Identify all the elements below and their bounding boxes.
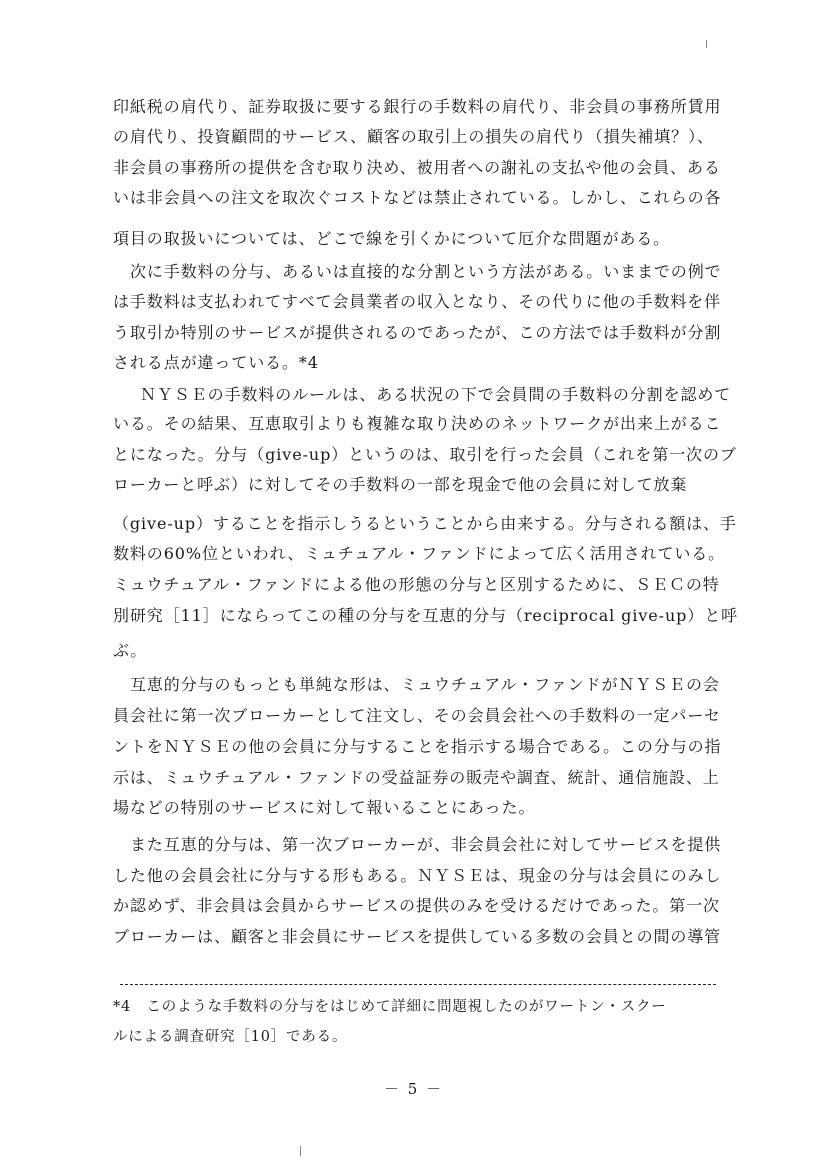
paragraph-line: 項目の取扱いについては、どこで線を引くかについて厄介な問題がある。 — [113, 229, 671, 248]
page-number: － 5 － — [383, 1080, 444, 1098]
paragraph-line: 非会員の事務所の提供を含む取り決め、被用者への謝礼の支払や他の会員、ある — [113, 158, 721, 177]
paragraph-line: 印紙税の肩代り、証券取扱に要する銀行の手数料の肩代り、非会員の事務所賃用 — [113, 97, 722, 116]
paragraph-line: （give-up）することを指示しうるということから由来する。分与される額は、手 — [113, 514, 737, 533]
paragraph-line: 別研究［11］にならってこの種の分与を互恵的分与（reciprocal give-up）と呼 — [113, 606, 739, 625]
footnote-separator — [120, 984, 716, 985]
scan-speck — [706, 40, 707, 48]
paragraph-line: される点が違っている。*4 — [113, 353, 319, 372]
paragraph-line: いる。その結果、互恵取引よりも複雑な取り決めのネットワークが出来上がるこ — [113, 414, 722, 433]
paragraph-line: ローカーと呼ぶ）に対してその手数料の一部を現金で他の会員に対して放棄 — [113, 475, 688, 494]
paragraph-line: とになった。分与（give-up）というのは、取引を行った会員（これを第一次のブ — [113, 445, 737, 464]
paragraph-line: か認めず、非会員は会員からサービスの提供のみを受けるだけであった。第一次 — [113, 896, 720, 915]
footnote-line: ルによる調査研究［10］である。 — [113, 1029, 348, 1045]
paragraph-line: は手数料は支払われてすべて会員業者の収入となり、その代りに他の手数料を伴 — [113, 292, 722, 311]
paragraph-line: 示は、ミュウチュアル・ファンドの受益証券の販売や調査、統計、通信施設、上 — [113, 768, 720, 787]
paragraph-line: した他の会員会社に分与する形もある。ＮＹＳＥは、現金の分与は会員にのみし — [113, 866, 722, 885]
paragraph-line: ントをＮＹＳＥの他の会員に分与することを指示する場合である。この分与の指 — [113, 737, 722, 756]
paragraph-line: 員会社に第一次ブローカーとして注文し、その会員会社への手数料の一定パーセ — [113, 706, 721, 725]
paragraph-line: いは非会員への注文を取次ぐコストなどは禁止されている。しかし、これらの各 — [113, 188, 722, 207]
scan-speck — [300, 1146, 301, 1156]
paragraph-line: 互恵的分与のもっとも単純な形は、ミュウチュアル・ファンドがＮＹＳＥの会 — [130, 675, 720, 694]
paragraph-line: ぶ。 — [113, 641, 148, 660]
paragraph-line: の肩代り、投資顧問的サービス、顧客の取引上の損失の肩代り（損失補填？）、 — [113, 127, 714, 146]
footnote-line: *4 このような手数料の分与をはじめて詳細に問題視したのがワートン・スクー — [113, 999, 667, 1015]
paragraph-line: ＮＹＳＥの手数料のルールは、ある状況の下で会員間の手数料の分割を認めて — [140, 385, 732, 404]
paragraph-line: ミュウチュアル・ファンドによる他の形態の分与と区別するために、ＳＥＣの特 — [113, 575, 720, 594]
paragraph-line: う取引か特別のサービスが提供されるのであったが、この方法では手数料が分割 — [113, 323, 722, 342]
paragraph-line: ブローカーは、顧客と非会員にサービスを提供している多数の会員との間の導管 — [113, 927, 722, 946]
paragraph-line: また互恵的分与は、第一次ブローカーが、非会員会社に対してサービスを提供 — [130, 835, 722, 854]
paragraph-line: 場などの特別のサービスに対して報いることにあった。 — [113, 798, 536, 817]
paragraph-line: 数料の60%位といわれ、ミュチュアル・ファンドによって広く活用されている。 — [113, 544, 726, 563]
paragraph-line: 次に手数料の分与、あるいは直接的な分割という方法がある。いままでの例で — [130, 262, 722, 281]
